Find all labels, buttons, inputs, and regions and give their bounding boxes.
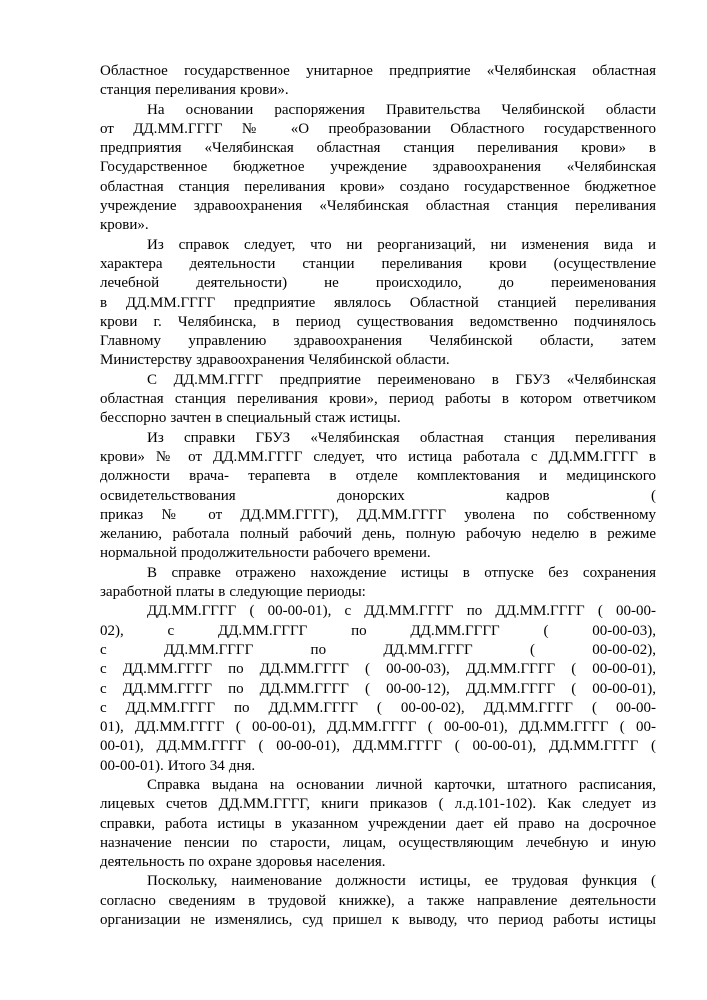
- text-line: 00-01), ДД.ММ.ГГГГ ( 00-00-01), ДД.ММ.ГГГГ ( 00-00-01), ДД.ММ.ГГГГ (: [100, 738, 656, 755]
- paragraph: [100, 776, 656, 872]
- text-line: Справка выдана на основании личной карточки, штатного расписания,: [147, 776, 656, 793]
- text-line: учреждение здравоохранения «Челябинская областная станция переливания: [100, 198, 656, 215]
- text-line: На основании распоряжения Правительства Челябинской области: [147, 101, 656, 118]
- text-line: Главному управлению здравоохранения Челябинской области, затем: [100, 333, 656, 350]
- paragraph: [100, 371, 656, 429]
- text-line: деятельность по охране здоровья населения.: [100, 854, 386, 871]
- text-line: нормальной продолжительности рабочего времени.: [100, 545, 431, 562]
- text-line: Государственное бюджетное учреждение здравоохранения «Челябинская: [100, 159, 656, 176]
- paragraph: [100, 602, 656, 776]
- text-line: заработной платы в следующие периоды:: [100, 584, 366, 601]
- text-line: с ДД.ММ.ГГГГ по ДД.ММ.ГГГГ ( 00-00-12), ДД.ММ.ГГГГ ( 00-00-01),: [100, 680, 656, 697]
- text-line: освидетельствования донорских кадров (: [100, 487, 656, 504]
- text-line: В справке отражено нахождение истицы в отпуске без сохранения: [147, 564, 656, 581]
- text-line: от ДД.ММ.ГГГГ № «О преобразовании Областного государственного: [100, 120, 656, 137]
- text-line: Поскольку, наименование должности истицы, ее трудовая функция (: [147, 873, 656, 890]
- paragraph: [100, 872, 656, 930]
- text-line: справки, работа истицы в указанном учреждении дает ей право на досрочное: [100, 815, 656, 832]
- text-line: бесспорно зачтен в специальный стаж истицы.: [100, 410, 401, 427]
- text-line: в ДД.ММ.ГГГГ предприятие являлось Областной станцией переливания: [100, 294, 656, 311]
- text-line: приказ № от ДД.ММ.ГГГГ), ДД.ММ.ГГГГ уволена по собственному: [100, 506, 656, 523]
- text-line: 01), ДД.ММ.ГГГГ ( 00-00-01), ДД.ММ.ГГГГ ( 00-00-01), ДД.ММ.ГГГГ ( 00-: [100, 719, 656, 736]
- text-line: ДД.ММ.ГГГГ ( 00-00-01), с ДД.ММ.ГГГГ по ДД.ММ.ГГГГ ( 00-00-: [147, 603, 656, 620]
- text-line: Министерству здравоохранения Челябинской области.: [100, 352, 450, 369]
- paragraph: [100, 101, 656, 236]
- text-line: С ДД.ММ.ГГГГ предприятие переименовано в ГБУЗ «Челябинская: [147, 371, 656, 388]
- text-line: Из справки ГБУЗ «Челябинская областная станция переливания: [147, 429, 656, 446]
- paragraph: [100, 236, 656, 371]
- text-line: крови».: [100, 217, 149, 234]
- text-line: организации не изменялись, суд пришел к выводу, что период работы истицы: [100, 912, 656, 929]
- text-line: с ДД.ММ.ГГГГ по ДД.ММ.ГГГГ ( 00-00-03), ДД.ММ.ГГГГ ( 00-00-01),: [100, 661, 656, 678]
- text-line: областная станция переливания крови», период работы в котором ответчиком: [100, 391, 656, 408]
- text-line: назначение пенсии по старости, лицам, осуществляющим лечебную и иную: [100, 834, 656, 851]
- text-line: Из справок следует, что ни реорганизаций, ни изменения вида и: [147, 236, 656, 253]
- text-line: с ДД.ММ.ГГГГ по ДД.ММ.ГГГГ ( 00-00-02), ДД.ММ.ГГГГ ( 00-00-: [100, 699, 656, 716]
- text-line: станция переливания крови».: [100, 82, 289, 99]
- text-line: желанию, работала полный рабочий день, полную рабочую неделю в режиме: [100, 526, 656, 543]
- text-line: должности врача- терапевта в отделе комплектования и медицинского: [100, 468, 656, 485]
- text-line: областная станция переливания крови» создано государственное бюджетное: [100, 178, 656, 195]
- text-line: Областное государственное унитарное предприятие «Челябинская областная: [100, 63, 656, 79]
- text-line: 00-00-01). Итого 34 дня.: [100, 757, 256, 774]
- paragraph: [100, 564, 656, 603]
- text-line: крови» № от ДД.ММ.ГГГГ следует, что истица работала с ДД.ММ.ГГГГ в: [100, 448, 656, 465]
- text-line: характера деятельности станции переливания крови (осуществление: [100, 255, 656, 272]
- text-line: лечебной деятельности) не происходило, до переименования: [100, 275, 656, 292]
- text-line: 02), с ДД.ММ.ГГГГ по ДД.ММ.ГГГГ ( 00-00-03),: [100, 622, 656, 639]
- paragraph: [100, 62, 656, 101]
- paragraph: [100, 429, 656, 564]
- text-line: крови г. Челябинска, в период существования ведомственно подчинялось: [100, 313, 656, 330]
- text-line: с ДД.ММ.ГГГГ по ДД.ММ.ГГГГ ( 00-00-02),: [100, 641, 656, 658]
- text-line: лицевых счетов ДД.ММ.ГГГГ, книги приказов ( л.д.101-102). Как следует из: [100, 796, 656, 813]
- text-line: согласно сведениям в трудовой книжке), а также направление деятельности: [100, 892, 656, 909]
- text-line: предприятия «Челябинская областная станция переливания крови» в: [100, 140, 656, 157]
